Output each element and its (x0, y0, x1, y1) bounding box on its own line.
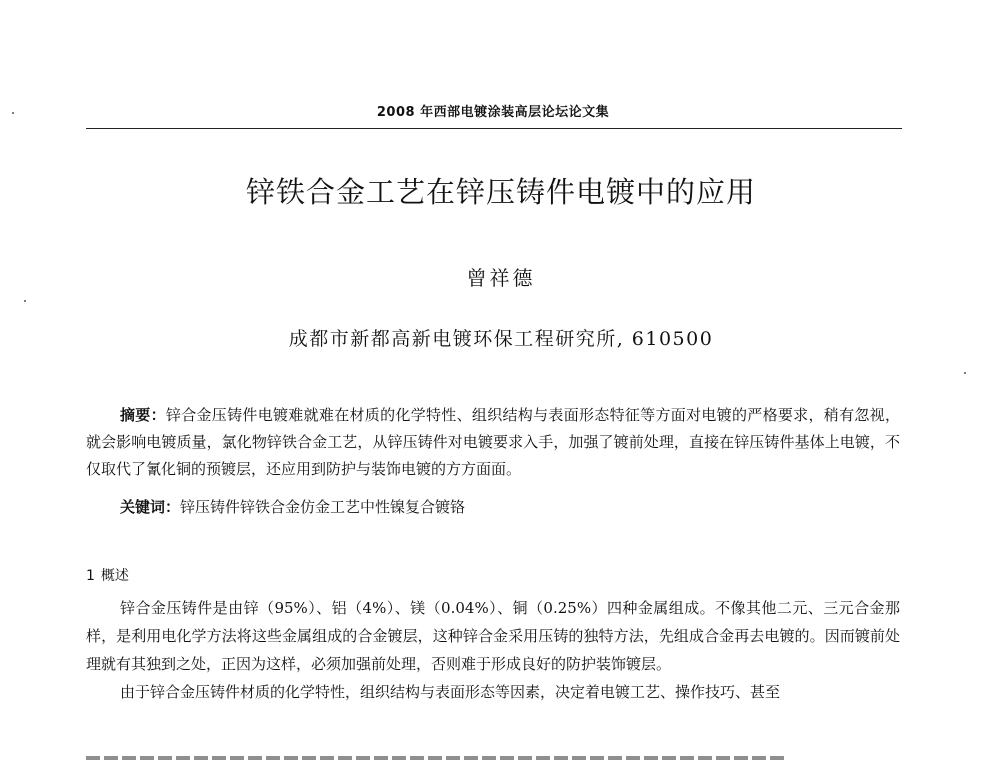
abstract-text: 锌合金压铸件电镀难就难在材质的化学特性、组织结构与表面形态特征等方面对电镀的严格要求，稍有忽视，就会影响电镀质量，氯化物锌铁合金工艺，从锌压铸件对电镀要求入手，加强了镀前处理，直接在锌压铸件基体上电镀，不仅取代了氰化铜的预镀层，还应用到防护与装饰电镀的方方面面。 (86, 406, 900, 478)
body-paragraph: 锌合金压铸件是由锌（95%）、铝（4%）、镁（0.04%）、铜（0.25%）四种金属组成。不像其他二元、三元合金那样，是利用电化学方法将这些金属组成的合金镀层，这种锌合金采用压铸的独特方法，先组成合金再去电镀的。因而镀前处理就有其独到之处，正因为这样，必须加强前处理，否则难于形成良好的防护装饰镀层。 (86, 599, 900, 673)
keywords (120, 494, 900, 521)
body-paragraph: 由于锌合金压铸件材质的化学特性，组织结构与表面形态等因素，决定着电镀工艺、操作技巧、甚至 (120, 683, 781, 701)
header-rule (86, 128, 902, 129)
scan-speck (24, 300, 26, 302)
scan-speck (12, 112, 14, 114)
abstract-label: 摘要： (120, 406, 166, 424)
abstract (86, 402, 900, 483)
section-heading (86, 564, 129, 588)
running-header: 2008 年西部电镀涂装高层论坛论文集 (376, 105, 610, 120)
paper-title: 锌铁合金工艺在锌压铸件电镀中的应用 (245, 175, 756, 209)
author-affiliation: 成都市新都高新电镀环保工程研究所, 610500 (288, 328, 714, 350)
abstract-lead (86, 406, 166, 424)
author-name: 曾祥德 (466, 266, 536, 290)
body-text (86, 594, 900, 706)
keywords-label: 关键词： (120, 498, 181, 516)
scan-speck (964, 372, 966, 374)
cut-off-text-line (86, 750, 786, 760)
section-title: 概述 (100, 568, 129, 584)
keywords-text: 锌压铸件锌铁合金仿金工艺中性镍复合镀铬 (180, 498, 466, 516)
section-number: 1 (86, 568, 95, 584)
